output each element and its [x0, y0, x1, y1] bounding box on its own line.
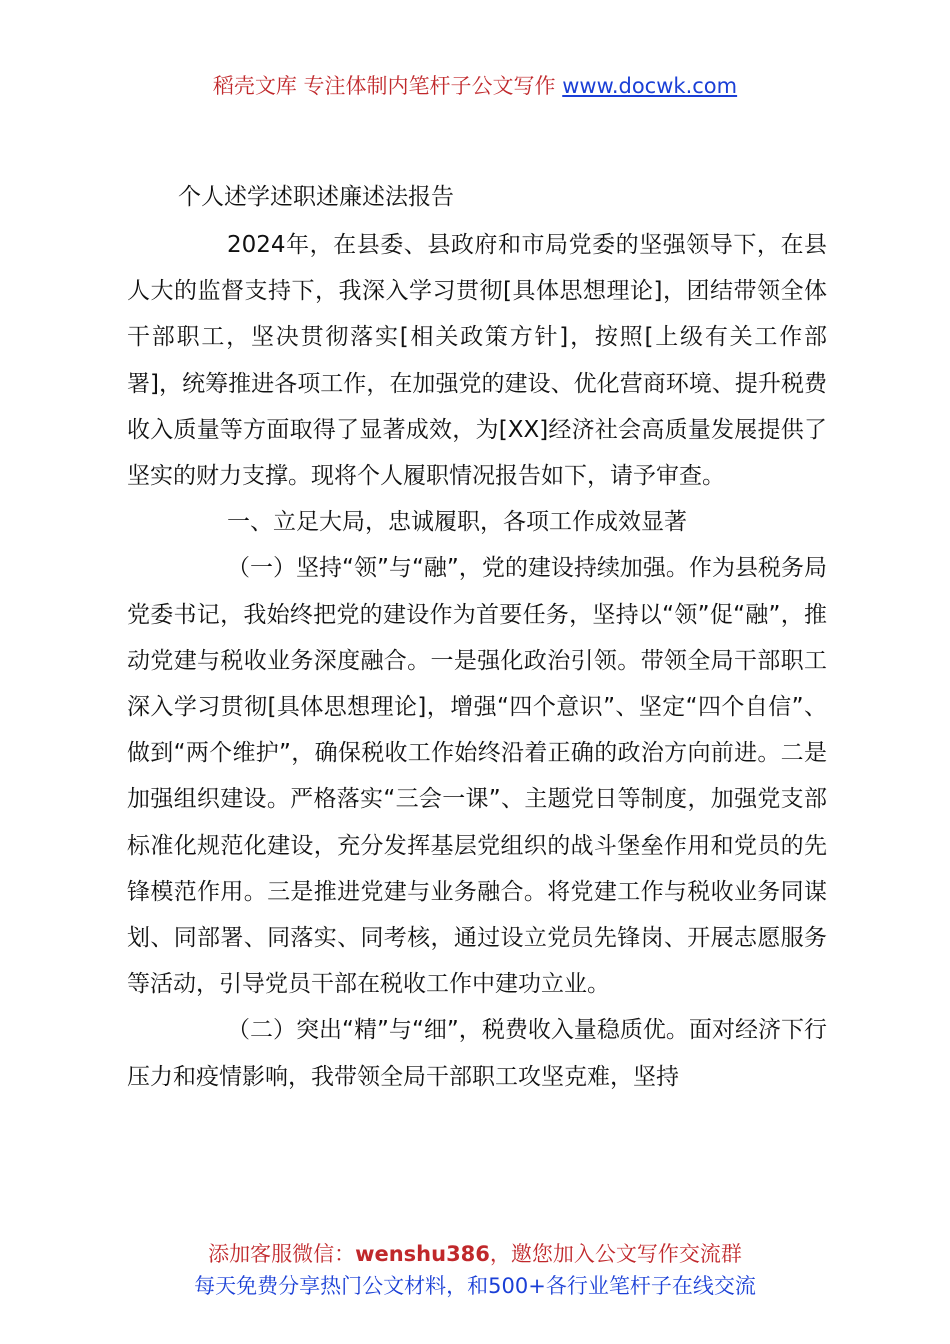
wechat-id: wenshu386 [355, 1242, 490, 1266]
paragraph-tax-revenue: （二）突出“精”与“细”，税费收入量稳质优。面对经济下行压力和疫情影响，我带领全局干部职工攻坚克难，坚持 [127, 1017, 827, 1090]
footer-wechat-prefix: 添加客服微信： [208, 1242, 356, 1266]
site-link[interactable]: www.docwk.com [562, 74, 738, 98]
footer-line-1 [0, 1238, 950, 1270]
header-slogan: 稻壳文库 专注体制内笔杆子公文写作 [212, 74, 563, 98]
document-title: 个人述学述职述廉述法报告 [178, 184, 454, 210]
footer-wechat-suffix: ，邀您加入公文写作交流群 [489, 1242, 742, 1266]
paragraph-party-building: （一）坚持“领”与“融”，党的建设持续加强。作为县税务局党委书记，我始终把党的建设作为首要任务，坚持以“领”促“融”，推动党建与税收业务深度融合。一是强化政治引领。带领全局干部职工深入学习贯彻[具体思想理论]，增强“四个意识”、坚定“四个自信”、做到“两个维护”，确保税收工作始终沿着正确的政治方向前进。二是加强组织建设。严格落实“三会一课”、主题党日等制度，加强党支部标准化规范化建设，充分发挥基层党组织的战斗堡垒作用和党员的先锋模范作用。三是推进党建与业务融合。将党建工作与税收业务同谋划、同部署、同落实、同考核，通过设立党员先锋岗、开展志愿服务等活动，引导党员干部在税收工作中建功立业。 [127, 555, 827, 998]
site-header [0, 70, 950, 100]
footer-line-2: 每天免费分享热门公文材料，和500+各行业笔杆子在线交流 [194, 1274, 756, 1298]
section-heading: 一、立足大局，忠诚履职，各项工作成效显著 [227, 509, 687, 536]
document-body [127, 222, 827, 1100]
paragraph-intro: 2024年，在县委、县政府和市局党委的坚强领导下，在县人大的监督支持下，我深入学习贯彻[具体思想理论]，团结带领全体干部职工，坚决贯彻落实[相关政策方针]，按照[上级有关工作部署]，统筹推进各项工作，在加强党的建设、优化营商环境、提升税费收入质量等方面取得了显著成效，为[XX]经济社会高质量发展提供了坚实的财力支撑。现将个人履职情况报告如下，请予审查。 [127, 232, 827, 490]
promo-footer [0, 1238, 950, 1302]
